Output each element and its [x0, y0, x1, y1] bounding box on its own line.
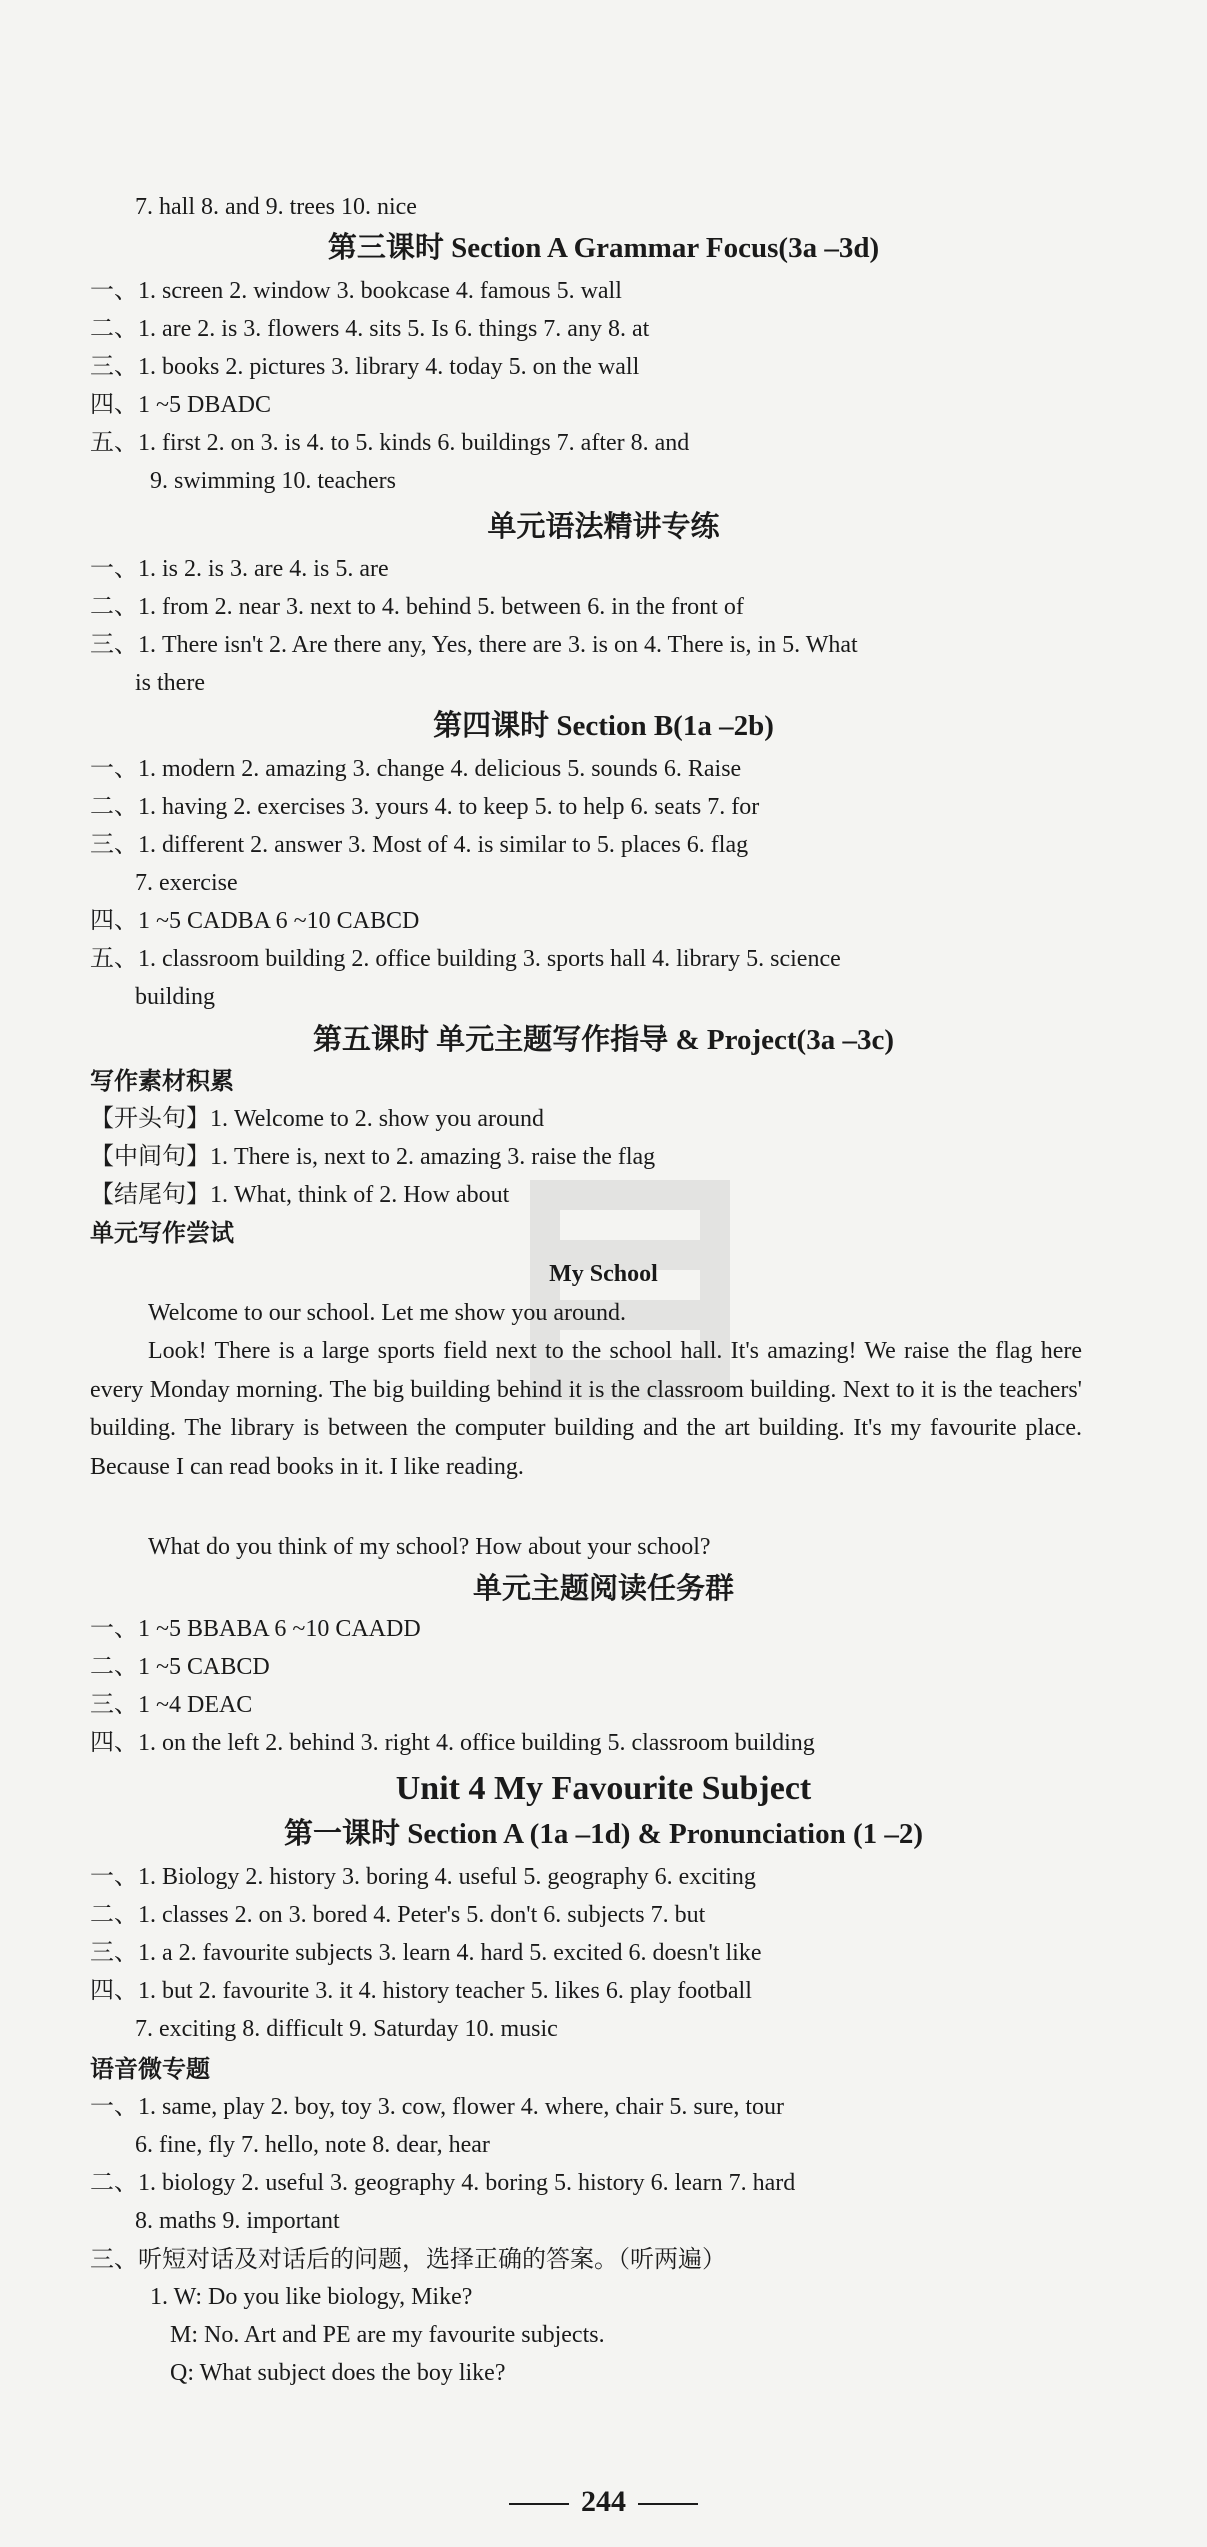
section-heading: 第四课时 Section B(1a –2b): [433, 710, 774, 742]
answer-line: 二、1. having 2. exercises 3. yours 4. to keep 5. to help 6. seats 7. for: [90, 794, 760, 820]
subsection-label: 单元写作尝试: [90, 1219, 234, 1247]
answer-line: 二、1. are 2. is 3. flowers 4. sits 5. Is 6. things 7. any 8. at: [90, 316, 650, 342]
answer-line: building: [135, 984, 216, 1010]
answer-line: is there: [135, 670, 205, 696]
answer-line: 【开头句】1. Welcome to 2. show you around: [90, 1106, 545, 1132]
answer-line: 三、1 ~4 DEAC: [90, 1692, 253, 1718]
answer-line: 三、听短对话及对话后的问题，选择正确的答案。（听两遍）: [90, 2245, 726, 2273]
section-heading: 单元主题阅读任务群: [472, 1571, 734, 1605]
answer-line: 三、1. There isn't 2. Are there any, Yes, there are 3. is on 4. There is, in 5. What: [90, 632, 858, 658]
answer-line: 二、1. classes 2. on 3. bored 4. Peter's 5. don't 6. subjects 7. but: [90, 1902, 706, 1928]
dialogue-line: 1. W: Do you like biology, Mike?: [150, 2284, 473, 2310]
answer-line: 三、1. different 2. answer 3. Most of 4. is similar to 5. places 6. flag: [90, 832, 749, 858]
answer-line: 四、1. on the left 2. behind 3. right 4. office building 5. classroom building: [90, 1730, 815, 1756]
subsection-label: 写作素材积累: [90, 1067, 234, 1095]
answer-line: 四、1. but 2. favourite 3. it 4. history teacher 5. likes 6. play football: [90, 1978, 752, 2004]
subsection-label: 语音微专题: [90, 2055, 210, 2083]
unit-heading: Unit 4 My Favourite Subject: [395, 1770, 812, 1807]
answer-line: 一、1 ~5 BBABA 6 ~10 CAADD: [90, 1616, 421, 1642]
dialogue-line: M: No. Art and PE are my favourite subjects.: [170, 2322, 605, 2348]
answer-line: 二、1 ~5 CABCD: [90, 1654, 270, 1680]
answer-line: 一、1. same, play 2. boy, toy 3. cow, flower 4. where, chair 5. sure, tour: [90, 2094, 785, 2120]
answer-line: 一、1. is 2. is 3. are 4. is 5. are: [90, 556, 389, 582]
essay-paragraph: What do you think of my school? How about your school?: [148, 1534, 711, 1560]
dash-right: [638, 2503, 698, 2505]
section-heading: 第一课时 Section A (1a –1d) & Pronunciation (1 –2): [283, 1818, 924, 1850]
answer-line: 四、1 ~5 CADBA 6 ~10 CABCD: [90, 908, 420, 934]
answer-line: 9. swimming 10. teachers: [150, 468, 396, 494]
answer-line: 四、1 ~5 DBADC: [90, 392, 271, 418]
answer-line: 7. exercise: [135, 870, 238, 896]
answer-line: 二、1. biology 2. useful 3. geography 4. boring 5. history 6. learn 7. hard: [90, 2170, 796, 2196]
answer-line: 五、1. first 2. on 3. is 4. to 5. kinds 6. buildings 7. after 8. and: [90, 430, 690, 456]
answer-line: 一、1. Biology 2. history 3. boring 4. useful 5. geography 6. exciting: [90, 1864, 756, 1890]
dialogue-line: Q: What subject does the boy like?: [170, 2360, 506, 2386]
answer-line: 【中间句】1. There is, next to 2. amazing 3. raise the flag: [90, 1144, 656, 1170]
answer-line: 6. fine, fly 7. hello, note 8. dear, hear: [135, 2132, 490, 2158]
answer-line: 三、1. books 2. pictures 3. library 4. today 5. on the wall: [90, 354, 640, 380]
answer-line: 二、1. from 2. near 3. next to 4. behind 5. between 6. in the front of: [90, 594, 744, 620]
essay-paragraph: Welcome to our school. Let me show you around.: [148, 1300, 626, 1326]
essay-paragraph: Look! There is a large sports field next to the school hall. It's amazing! We raise the flag here every Monday morning. The big building behind it is the classroom building. Next to it is the teachers' building. The library is between the computer building and the art building. It's my favourite place. Because I can read books in it. I like reading.: [90, 1338, 1082, 1480]
answer-line: 7. hall 8. and 9. trees 10. nice: [135, 194, 417, 220]
answer-line: 五、1. classroom building 2. office building 3. sports hall 4. library 5. science: [90, 946, 841, 972]
dash-left: [509, 2503, 569, 2505]
answer-line: 一、1. screen 2. window 3. bookcase 4. famous 5. wall: [90, 278, 622, 304]
answer-line: 7. exciting 8. difficult 9. Saturday 10. music: [135, 2016, 558, 2042]
answer-line: 8. maths 9. important: [135, 2208, 340, 2234]
page-number: [0, 2482, 1207, 2522]
essay-title: My School: [549, 1261, 658, 1287]
answer-line: 三、1. a 2. favourite subjects 3. learn 4. hard 5. excited 6. doesn't like: [90, 1940, 762, 1966]
page-number-text: 244: [581, 2485, 626, 2518]
section-heading: 第三课时 Section A Grammar Focus(3a –3d): [327, 232, 880, 264]
answer-line: 【结尾句】1. What, think of 2. How about: [90, 1182, 510, 1208]
section-heading: 单元语法精讲专练: [487, 509, 720, 543]
answer-line: 一、1. modern 2. amazing 3. change 4. delicious 5. sounds 6. Raise: [90, 756, 742, 782]
section-heading: 第五课时 单元主题写作指导 & Project(3a –3c): [313, 1024, 894, 1056]
